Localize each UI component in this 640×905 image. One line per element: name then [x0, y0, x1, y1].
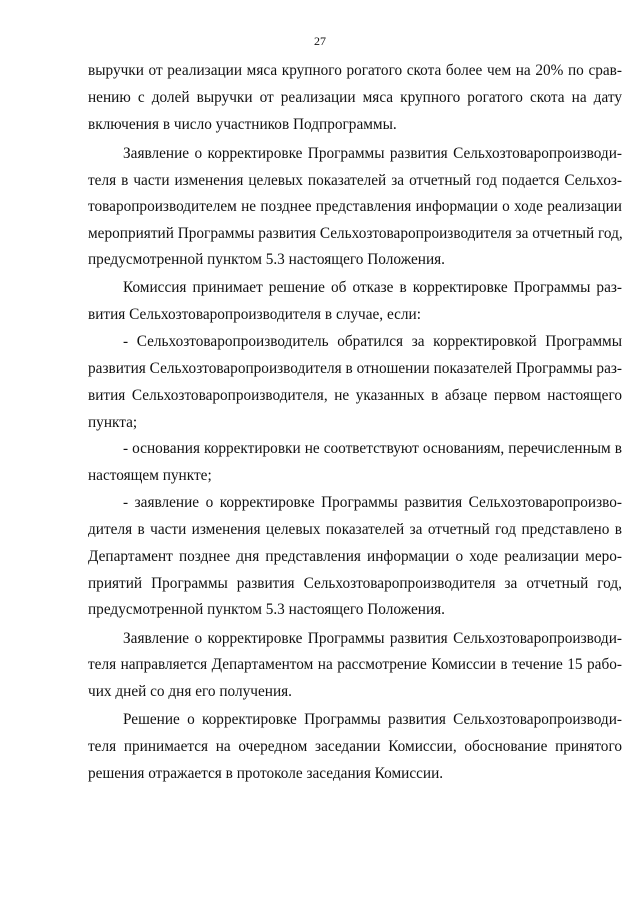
text-line: пункта; — [88, 414, 138, 431]
text-line: - Сельхозтоваропроизводитель обратился за корректировкой Программы — [123, 333, 622, 350]
text-line: Комиссия принимает решение об отказе в корректировке Программы раз- — [123, 279, 622, 296]
text-line: теля принимается на очередном заседании Комиссии, обоснование принятого — [88, 738, 622, 755]
text-line: Заявление о корректировке Программы развития Сельхозтоваропроизводи- — [123, 630, 622, 647]
page-number: 27 — [314, 34, 326, 48]
text-line: решения отражается в протоколе заседания Комиссии. — [88, 765, 444, 782]
text-line: теля в части изменения целевых показателей за отчетный год подается Сельхоз- — [88, 172, 622, 189]
text-line: настоящем пункте; — [88, 467, 212, 484]
text-line: мероприятий Программы развития Сельхозтоваропроизводителя за отчетный год, — [88, 225, 623, 242]
text-line: нению с долей выручки от реализации мяса крупного рогатого скота на дату — [88, 89, 622, 106]
text-line: - заявление о корректировке Программы развития Сельхозтоваропроизво- — [123, 494, 622, 511]
text-line: развития Сельхозтоваропроизводителя в отношении показателей Программы раз- — [88, 360, 622, 377]
text-line: - основания корректировки не соответствуют основаниям, перечисленным в — [123, 440, 622, 457]
text-line: приятий Программы развития Сельхозтоваропроизводителя за отчетный год, — [88, 575, 622, 592]
text-line: Заявление о корректировке Программы развития Сельхозтоваропроизводи- — [123, 145, 622, 162]
text-line: предусмотренной пунктом 5.3 настоящего Положения. — [88, 251, 446, 268]
text-line: вития Сельхозтоваропроизводителя, не указанных в абзаце первом настоящего — [88, 387, 622, 404]
text-line: дителя в части изменения целевых показателей за отчетный год представлено в — [88, 521, 622, 538]
text-line: включения в число участников Подпрограммы. — [88, 116, 397, 133]
text-line: вития Сельхозтоваропроизводителя в случае, если: — [88, 306, 421, 323]
text-line: чих дней со дня его получения. — [88, 683, 292, 700]
text-line: товаропроизводителем не позднее представления информации о ходе реализации — [88, 198, 622, 215]
text-line: Департамент позднее дня представления информации о ходе реализации меро- — [88, 548, 622, 565]
text-line: Решение о корректировке Программы развития Сельхозтоваропроизводи- — [123, 711, 622, 728]
text-line: выручки от реализации мяса крупного рогатого скота более чем на 20% по срав- — [88, 62, 622, 79]
text-line: предусмотренной пунктом 5.3 настоящего Положения. — [88, 601, 446, 618]
text-line: теля направляется Департаментом на рассмотрение Комиссии в течение 15 рабо- — [88, 656, 622, 673]
